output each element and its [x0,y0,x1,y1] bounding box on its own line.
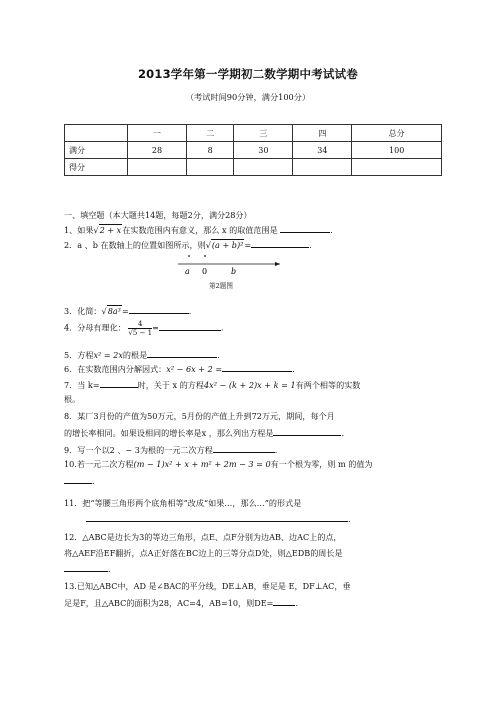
question-4: 4．分母有理化： $\frac{4}{√5 - 1}$ = . [64,320,224,337]
question-1: 1、如果√2 + x在实数范围内有意义，那么 x 的取值范围是 . [64,225,333,235]
answer-blank[interactable] [159,321,221,331]
exam-title: 2013学年第一学期初二数学期中考试试卷 [137,67,358,81]
q1-expr: 2 + x [99,225,122,235]
q10-pre: 10.若一元二次方程 [64,459,134,469]
score-input-cell[interactable] [128,159,187,176]
question-9: 9．写一个以2 、− 3为根的一元二次方程 . [64,445,278,455]
table-cell: 总分 [352,125,442,142]
q6-pre: 6．在实数范围内分解因式： [64,364,167,374]
number-line-label-0: 0 [202,267,208,276]
table-cell: 30 [234,142,293,159]
exam-subtitle: （考试时间90分钟，满分100分） [185,92,311,102]
table-cell: 四 [293,125,352,142]
q2-expr: (a + b)² [211,240,244,250]
question-10 [64,458,444,470]
dot-mark [204,255,206,257]
question-12: 12．△ABC是边长为3的等边三角形，点E、点F分别为边AB、边AC上的点， [64,532,342,542]
score-table [64,124,442,176]
dot-mark [188,255,190,257]
answer-blank[interactable] [251,238,309,248]
q9-pre: 9．写一个以2 、− 3为根的一元二次方程 [64,445,213,455]
number-line-figure [176,252,286,278]
q7-mid: 时，关于 x 的方程 [137,380,204,390]
answer-blank[interactable] [86,512,348,522]
table-cell [65,125,128,142]
table-cell: 34 [293,142,352,159]
question-6: 6．在实数范围内分解因式：x² − 6x + 2 = . [64,364,295,374]
score-input-cell[interactable] [186,159,233,176]
answer-blank[interactable] [222,362,292,372]
question-5: 5．方程x² = 2x的根是 . [64,350,220,360]
table-cell: 得分 [65,159,128,176]
answer-blank[interactable] [64,474,92,484]
q2-pre: 2．a 、b 在数轴上的位置如图所示，则 [64,240,206,250]
q3-expr: 8a³ [107,306,121,316]
q10-post: 有一个根为零，则 m 的值为 [270,459,373,469]
answer-blank[interactable] [273,426,341,436]
question-7-cont: 根。 [64,394,81,404]
table-row [65,159,442,176]
q1-post: 在实数范围内有意义，那么 x 的取值范围是 [122,225,278,235]
question-12-cont: 将△AEF沿EF翻折，点A正好落在BC边上的三等分点D处，则△EDB的周长是 [64,548,343,558]
number-line-label-b: b [231,267,237,276]
arrow-icon [275,262,280,266]
answer-blank[interactable] [129,304,189,314]
q7-expr: 4x² − (k + 2)x + k = 1 [203,380,296,390]
table-cell: 满分 [65,142,128,159]
number-line-label-a: a [185,267,190,276]
question-11: 11．把“等腰三角形两个底角相等”改成“如果…，那么…”的形式是 [64,498,302,508]
q5-expr: x² = 2x [93,350,123,360]
question-2: 2．a 、b 在数轴上的位置如图所示，则√(a + b)²= . [64,240,312,250]
q4-post: = [152,322,159,333]
question-7 [64,378,444,391]
table-row [65,142,442,159]
table-row [65,125,442,142]
q6-expr: x² − 6x + 2 [166,364,213,374]
q5-pre: 5．方程 [64,350,94,360]
answer-blank[interactable] [213,443,275,453]
table-cell: 8 [186,142,233,159]
table-cell: 28 [128,142,187,159]
q8-line2: 的增长率相同。如果设相同的增长率是x ，那么列出方程是 [64,428,274,438]
score-input-cell[interactable] [352,159,442,176]
q1-pre: 1、如果 [64,225,94,235]
answer-blank[interactable] [280,223,330,233]
q7-pre: 7．当 k= [64,380,100,390]
q4-numerator: 4 [128,320,152,329]
question-8: 8．某厂3月份的产值为50万元，5月份的产值上升到72万元，期间，每个月 [64,411,335,421]
table-cell: 一 [128,125,187,142]
q5-post: 的根是 [122,350,148,360]
table-cell: 三 [234,125,293,142]
question-10-cont: . [64,474,444,487]
q4-denominator: √5 − 1 [128,329,153,337]
question-11-cont: . [64,512,444,525]
q3-post: = [121,306,129,316]
answer-blank[interactable] [100,378,138,388]
question-3: 3．化简：√8a³= . [64,306,192,316]
question-13-cont: 足是F，且△ABC的面积为28，AC=4，AB=10，则DE= . [64,598,299,608]
figure-caption: 第2题图 [209,282,233,290]
q6-post: = [215,364,223,374]
answer-blank[interactable] [273,596,295,606]
q2-post: = [244,240,252,250]
question-13: 13.已知△ABC中，AD 是∠BAC的平分线，DE⊥AB，垂足是 E，DF⊥AC，垂 [64,581,351,591]
table-cell: 二 [186,125,233,142]
score-input-cell[interactable] [234,159,293,176]
section-heading: 一、填空题（本大题共14题，每题2分，满分28分） [64,210,252,220]
table-cell: 100 [352,142,442,159]
q13-line2: 足是F，且△ABC的面积为28，AC=4，AB=10，则DE= [64,598,274,608]
q3-pre: 3．化简： [64,306,102,316]
answer-blank[interactable] [64,562,108,572]
q4-fraction [128,320,152,337]
q7-post: 有两个相等的实数 [295,380,361,390]
q4-pre: 4．分母有理化： [64,322,126,333]
score-input-cell[interactable] [293,159,352,176]
answer-blank[interactable] [147,348,217,358]
q10-expr: (m − 1)x² + x + m² + 2m − 3 = 0 [133,459,271,469]
question-12-answer: . [64,562,444,575]
question-8-cont: 的增长率相同。如果设相同的增长率是x ，那么列出方程是 . [64,428,345,438]
